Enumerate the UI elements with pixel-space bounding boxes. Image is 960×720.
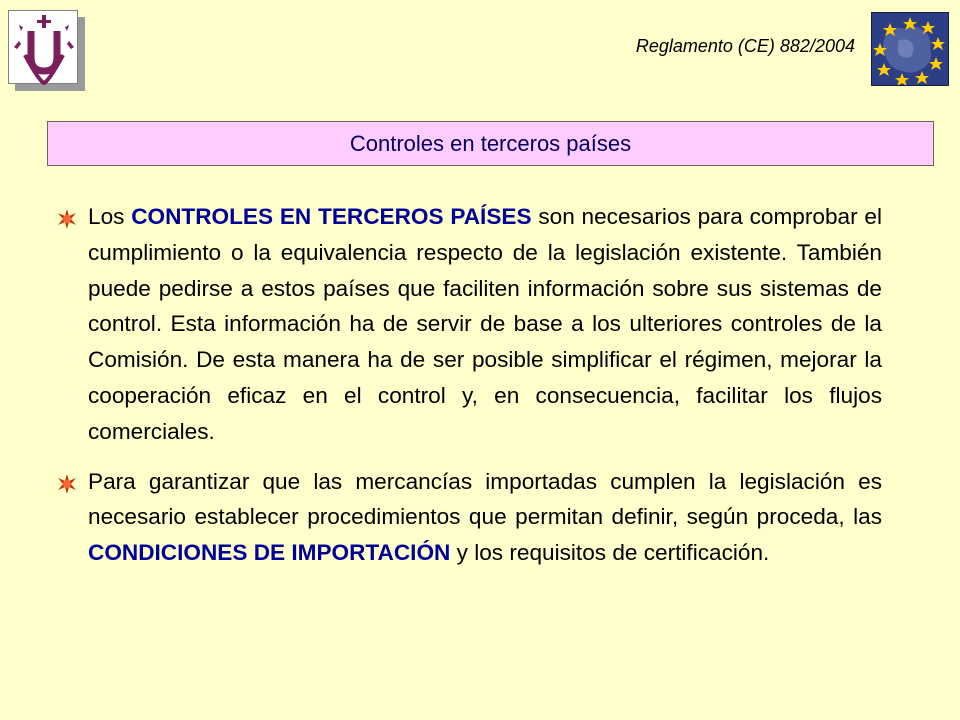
bullet-item-2 xyxy=(56,464,882,571)
eu-flag-image xyxy=(871,12,949,86)
paragraph-third-country-controls xyxy=(88,199,882,450)
university-seal-icon xyxy=(9,11,79,85)
slide-body xyxy=(56,199,882,571)
keyword-controles-terceros-paises: CONTROLES EN TERCEROS PAÍSES xyxy=(131,204,532,229)
eu-stars-map-icon xyxy=(872,13,948,85)
paragraph-2-intro: Para garantizar que las mercancías importadas cumplen la legislación es necesario establecer procedimientos que permitan definir, según proceda, las xyxy=(88,468,882,530)
bullet-item-1 xyxy=(56,199,882,450)
keyword-condiciones-importacion: CONDICIONES DE IMPORTACIÓN xyxy=(88,540,451,566)
paragraph-2-text: y los requisitos de certificación. xyxy=(450,540,770,566)
university-logo xyxy=(8,10,78,84)
starburst-bullet-icon xyxy=(56,473,78,495)
starburst-bullet-icon xyxy=(56,208,78,230)
section-title: Controles en terceros países xyxy=(349,130,632,156)
regulation-reference: Reglamento (CE) 882/2004 xyxy=(635,36,855,56)
paragraph-1-text: son necesarios para comprobar el cumplimiento o la equivalencia respecto de la legislación existente. También puede pedirse a estos países que faciliten información sobre sus sistemas de control. Esta información ha de servir de base a los ulteriores controles de la Comisión. De esta manera ha de ser posible simplificar el régimen, mejorar la cooperación eficaz en el control y, en consecuencia, facilitar los flujos comerciales. xyxy=(88,204,882,444)
paragraph-1-intro: Los xyxy=(88,204,132,229)
paragraph-import-conditions xyxy=(88,464,882,571)
section-title-banner xyxy=(47,121,934,166)
